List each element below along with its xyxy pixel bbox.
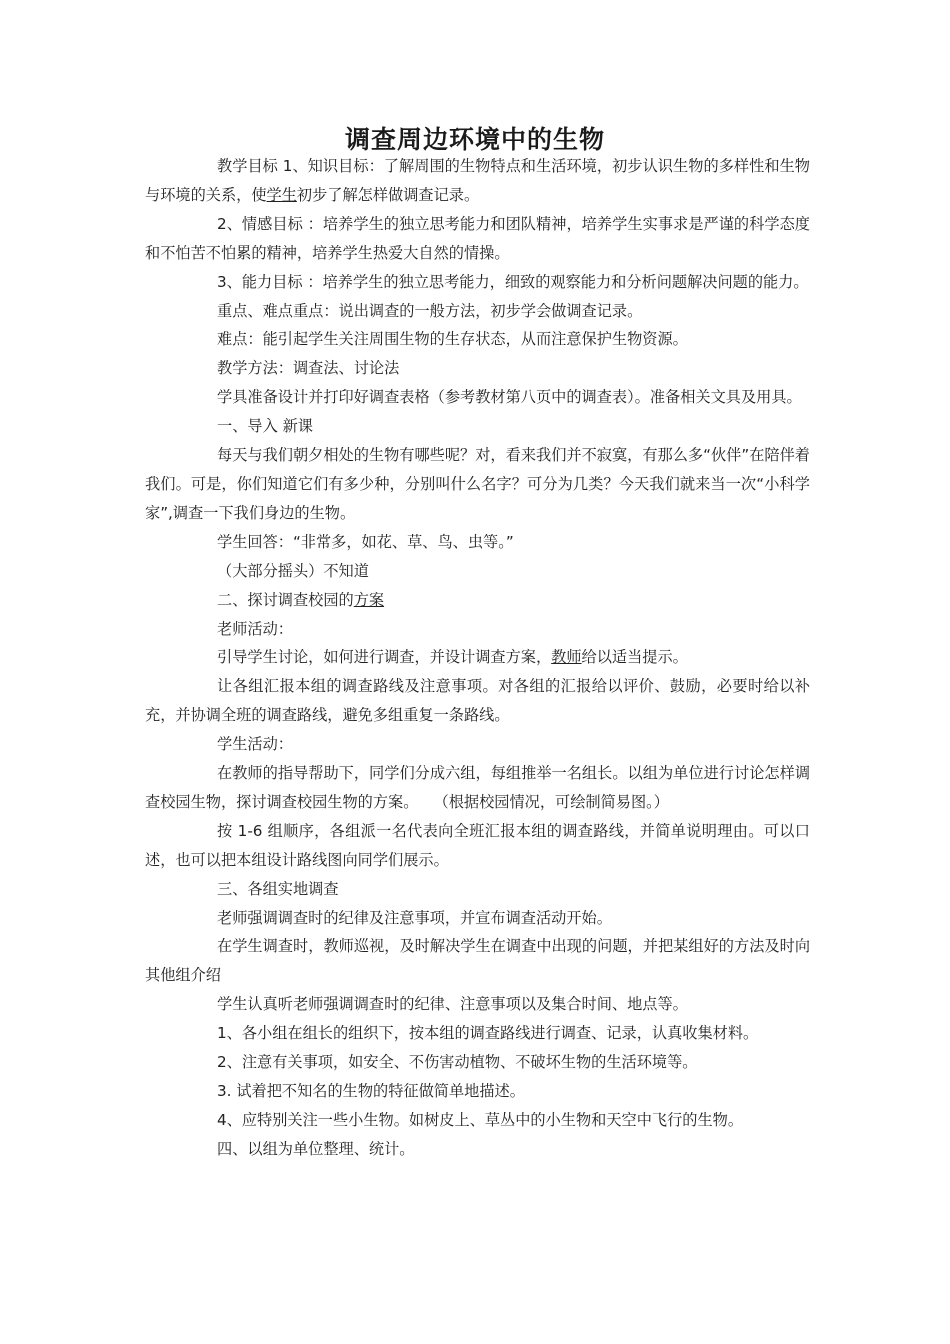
section-heading-organize: 四、以组为单位整理、统计。	[217, 1139, 415, 1158]
hyperlink-student[interactable]: 学生	[266, 185, 297, 204]
list-item-3: 3. 试着把不知名的生物的特征做简单地描述。	[217, 1082, 525, 1100]
section-heading-intro: 一、导入 新课	[217, 417, 313, 436]
paragraph-key-points: 重点、难点重点：说出调查的一般方法，初步学会做调查记录。	[217, 301, 643, 320]
paragraph-teacher-emphasis: 老师强调调查时的纪律及注意事项，并宣布调查活动开始。	[217, 908, 612, 927]
paragraph-teaching-method: 教学方法：调查法、讨论法	[217, 359, 400, 378]
hyperlink-plan[interactable]: 方案	[353, 590, 385, 609]
paragraph-intro: 每天与我们朝夕相处的生物有哪些呢？对，看来我们并不寂寞，有那么多“伙伴”在陪伴着我们。可是，你们知道它们有多少种，分别叫什么名字？可分为几类？今天我们就来当一次“小科学家”,调查一下我们身边的生物。	[145, 446, 810, 522]
paragraph-materials: 学具准备设计并打印好调查表格（参考教材第八页中的调查表）。准备相关文具及用具。	[217, 388, 802, 407]
text-span: 给以适当提示。	[581, 648, 688, 667]
list-item-1: 1、各小组在组长的组织下，按本组的调查路线进行调查、记录，认真收集材料。	[217, 1024, 759, 1043]
paragraph-shake-heads: （大部分摇头）不知道	[217, 561, 369, 580]
paragraph-group-order: 按 1-6 组顺序，各组派一名代表向全班汇报本组的调查路线，并简单说明理由。可以口述，也可以把本组设计路线图向同学们展示。	[145, 821, 810, 869]
paragraph-difficulties: 难点：能引起学生关注周围生物的生存状态，从而注意保护生物资源。	[217, 330, 688, 349]
paragraph-group-report: 让各组汇报本组的调查路线及注意事项。对各组的汇报给以评价、鼓励，必要时给以补充，并协调全班的调查路线，避免多组重复一条路线。	[145, 677, 810, 725]
hyperlink-teacher[interactable]: 教师	[551, 648, 582, 667]
paragraph-objectives-ability: 3、能力目标 ：培养学生的独立思考能力，细致的观察能力和分析问题解决问题的能力。	[217, 272, 809, 291]
section-heading-field-survey: 三、各组实地调查	[217, 879, 339, 898]
document-body	[145, 152, 810, 1164]
document-title: 调查周边环境中的生物	[344, 125, 605, 154]
text-span: 引导学生讨论，如何进行调查，并设计调查方案，	[217, 648, 552, 667]
text-span: 教学目标 1、知识目标：了解周围的生物特点和生活环境，初步认识生物的多样性和生物与环境的关系，使	[145, 157, 810, 204]
paragraph-student-answer: 学生回答：“非常多，如花、草、鸟、虫等。”	[217, 532, 514, 551]
list-item-4: 4、应特别关注一些小生物。如树皮上、草丛中的小生物和天空中飞行的生物。	[217, 1110, 744, 1129]
list-item-2: 2、注意有关事项，如安全、不伤害动植物、不破坏生物的生活环境等。	[217, 1053, 698, 1072]
paragraph-group-division: 在教师的指导帮助下，同学们分成六组，每组推举一名组长。以组为单位进行讨论怎样调查校园生物，探讨调查校园生物的方案。 （根据校园情况，可绘制简易图。）	[145, 764, 810, 811]
paragraph-students-listen: 学生认真听老师强调调查时的纪律、注意事项以及集合时间、地点等。	[217, 995, 688, 1014]
paragraph-teacher-patrol: 在学生调查时，教师巡视，及时解决学生在调查中出现的问题，并把某组好的方法及时向其他组介绍	[145, 937, 810, 985]
paragraph-objectives-knowledge	[145, 152, 810, 210]
text-span: 二、探讨调查校园的	[217, 590, 354, 609]
paragraph-student-activity-label: 学生活动：	[217, 735, 293, 754]
paragraph-teacher-activity-label: 老师活动：	[217, 619, 293, 638]
text-span: 初步了解怎样做调查记录。	[296, 185, 480, 204]
section-heading-plan	[145, 586, 810, 615]
paragraph-guide-discussion	[145, 643, 810, 672]
paragraph-objectives-emotion: 2、情感目标 ：培养学生的独立思考能力和团队精神，培养学生实事求是严谨的科学态度和不怕苦不怕累的精神，培养学生热爱大自然的情操。	[145, 214, 810, 262]
